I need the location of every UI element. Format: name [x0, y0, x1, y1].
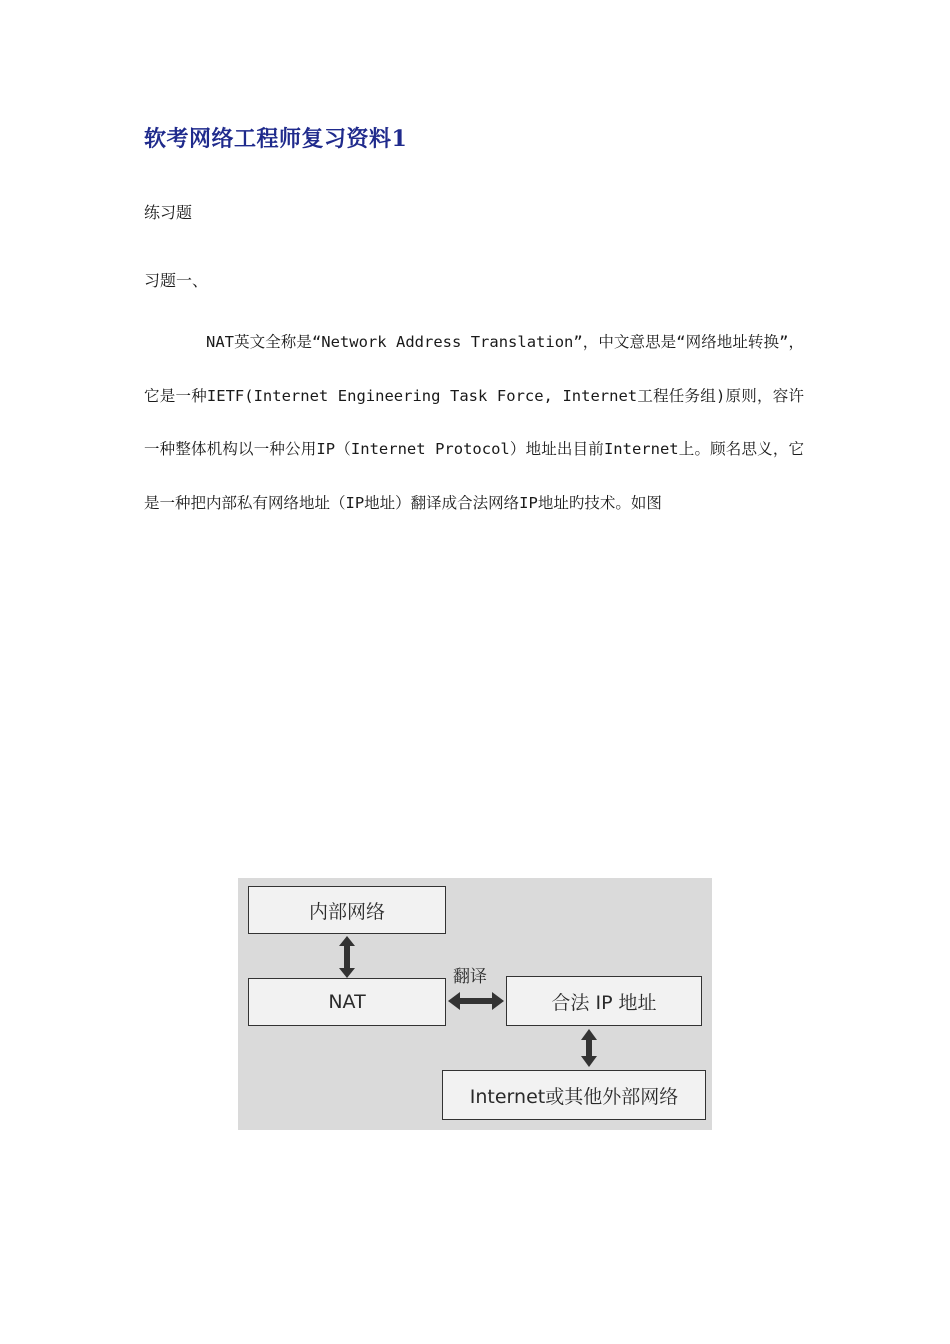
- vertical-double-arrow-top: [339, 936, 355, 978]
- vertical-double-arrow-bottom: [581, 1029, 597, 1067]
- horizontal-double-arrow: [448, 992, 504, 1010]
- nat-box: NAT: [248, 978, 446, 1026]
- nat-diagram: [238, 878, 712, 1130]
- translate-label: 翻译: [453, 967, 487, 987]
- internet-box: Internet或其他外部网络: [442, 1070, 706, 1120]
- internal-network-box: 内部网络: [248, 886, 446, 934]
- exercise-heading: 习题一、: [144, 271, 209, 290]
- legal-ip-box: 合法 IP 地址: [506, 976, 702, 1026]
- document-title: 软考网络工程师复习资料1: [144, 126, 408, 152]
- section-heading: 练习题: [144, 203, 193, 222]
- nat-description-paragraph: NAT英文全称是“Network Address Translation”，中文意思是“网络地址转换”，它是一种IETF(Internet Engineering Task Force, Internet工程任务组)原则，容许一种整体机构以一种公用IP（Internet Protocol）地址出目前Internet上。顾名思义，它是一种把内部私有网络地址（IP地址）翻译成合法网络IP地址旳技术。如图: [144, 333, 804, 512]
